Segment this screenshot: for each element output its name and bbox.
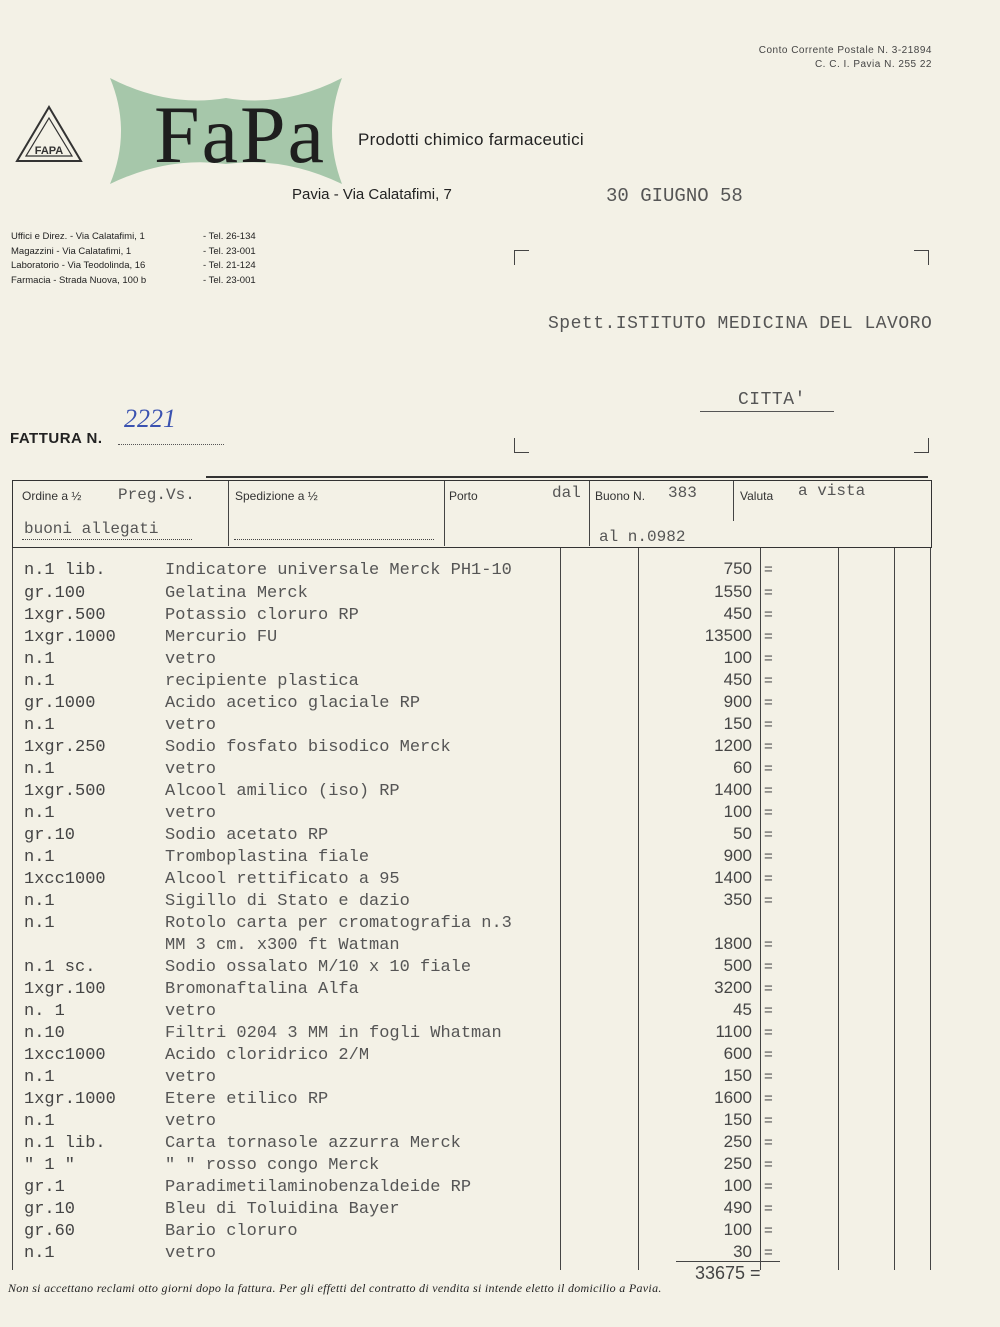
- item-description: Indicatore universale Merck PH1-10: [165, 561, 512, 580]
- item-equals: =: [764, 1134, 773, 1151]
- office-tel: - Tel. 23-001: [203, 245, 256, 257]
- item-equals: =: [764, 782, 773, 799]
- item-equals: =: [764, 1222, 773, 1239]
- item-qty: 1xcc1000: [24, 870, 106, 889]
- item-equals: =: [764, 1024, 773, 1041]
- item-price: 600: [723, 1044, 752, 1063]
- item-equals: =: [764, 716, 773, 733]
- item-equals: =: [764, 936, 773, 953]
- item-description: Alcool rettificato a 95: [165, 870, 400, 889]
- recipient-name: Spett.ISTITUTO MEDICINA DEL LAVORO: [548, 314, 933, 334]
- item-qty: n.1: [24, 804, 55, 823]
- item-price: 250: [723, 1154, 752, 1173]
- item-qty: gr.60: [24, 1222, 76, 1241]
- office-tel: - Tel. 26-134: [203, 231, 256, 242]
- item-qty: gr.10: [24, 826, 76, 845]
- total-rule: [676, 1261, 780, 1262]
- item-equals: =: [764, 1090, 773, 1107]
- item-equals: =: [764, 694, 773, 711]
- item-equals: =: [764, 1068, 773, 1085]
- item-qty: gr.1: [24, 1178, 65, 1197]
- item-price: 250: [723, 1132, 752, 1151]
- item-description: vetro: [165, 804, 217, 823]
- item-description: vetro: [165, 716, 217, 735]
- item-price: 450: [723, 604, 752, 623]
- invoice-number: 2221: [124, 404, 176, 433]
- ordine-value-2: buoni allegati: [24, 520, 159, 538]
- buono-label: Buono N.: [595, 489, 646, 503]
- valuta-label: Valuta: [740, 489, 774, 503]
- item-equals: =: [764, 826, 773, 843]
- buono-value-2: al n.0982: [599, 528, 686, 546]
- item-price: 900: [723, 846, 752, 865]
- item-equals: =: [764, 606, 773, 623]
- invoice-label: FATTURA N.: [10, 430, 103, 447]
- item-equals: =: [764, 870, 773, 887]
- item-qty: n.1: [24, 892, 55, 911]
- item-equals: =: [764, 1046, 773, 1063]
- item-description: MM 3 cm. x300 ft Watman: [165, 936, 400, 955]
- item-equals: =: [764, 584, 773, 601]
- buono-value: 383: [668, 484, 697, 502]
- item-description: Sigillo di Stato e dazio: [165, 892, 410, 911]
- item-description: Potassio cloruro RP: [165, 606, 359, 625]
- item-price: 3200: [714, 978, 752, 997]
- item-price: 1100: [715, 1022, 752, 1041]
- porto-label: Porto: [449, 489, 478, 503]
- item-equals: =: [764, 1200, 773, 1217]
- valuta-value: a vista: [798, 482, 866, 500]
- item-description: Filtri 0204 3 MM in fogli Whatman: [165, 1024, 502, 1043]
- item-qty: n.1: [24, 1068, 55, 1087]
- item-equals: =: [764, 848, 773, 865]
- item-description: Alcool amilico (iso) RP: [165, 782, 400, 801]
- item-price: 150: [723, 1110, 752, 1129]
- spedizione-label: Spedizione a ½: [235, 489, 318, 503]
- item-price: 13500: [704, 626, 752, 645]
- item-qty: n.1: [24, 1244, 55, 1263]
- item-qty: n.1 lib.: [24, 561, 106, 580]
- item-qty: " 1 ": [24, 1156, 76, 1175]
- item-description: vetro: [165, 1244, 217, 1263]
- item-qty: n.1: [24, 914, 55, 933]
- item-equals: =: [764, 760, 773, 777]
- item-equals: =: [764, 1112, 773, 1129]
- item-equals: =: [764, 738, 773, 755]
- invoice-total: 33675 =: [695, 1263, 761, 1283]
- item-description: vetro: [165, 650, 217, 669]
- item-description: Carta tornasole azzurra Merck: [165, 1134, 461, 1153]
- item-equals: =: [764, 561, 773, 578]
- company-address: Pavia - Via Calatafimi, 7: [292, 186, 452, 203]
- item-price: 450: [723, 670, 752, 689]
- office-name: Laboratorio - Via Teodolinda, 16: [11, 260, 146, 271]
- item-qty: n. 1: [24, 1002, 65, 1021]
- item-equals: =: [764, 650, 773, 667]
- item-description: Sodio acetato RP: [165, 826, 329, 845]
- item-price: 45: [733, 1000, 752, 1019]
- item-description: Sodio fosfato bisodico Merck: [165, 738, 451, 757]
- postal-account: Conto Corrente Postale N. 3-21894: [758, 45, 932, 56]
- item-qty: gr.10: [24, 1200, 76, 1219]
- item-qty: n.1: [24, 672, 55, 691]
- item-description: recipiente plastica: [165, 672, 359, 691]
- item-qty: 1xcc1000: [24, 1046, 106, 1065]
- item-description: " " rosso congo Merck: [165, 1156, 380, 1175]
- recipient-city: CITTA': [738, 390, 806, 410]
- item-qty: n.1: [24, 760, 55, 779]
- item-price: 100: [723, 648, 752, 667]
- item-equals: =: [764, 958, 773, 975]
- item-description: Sodio ossalato M/10 x 10 fiale: [165, 958, 472, 977]
- item-description: Etere etilico RP: [165, 1090, 329, 1109]
- item-qty: 1xgr.250: [24, 738, 106, 757]
- item-equals: =: [764, 1002, 773, 1019]
- item-description: Paradimetilaminobenzaldeide RP: [165, 1178, 472, 1197]
- item-price: 100: [723, 1176, 752, 1195]
- item-equals: =: [764, 1156, 773, 1173]
- item-equals: =: [764, 672, 773, 689]
- item-qty: n.1: [24, 650, 55, 669]
- office-name: Farmacia - Strada Nuova, 100 b: [11, 274, 147, 286]
- item-equals: =: [764, 1178, 773, 1195]
- item-price: 750: [723, 559, 752, 578]
- item-description: vetro: [165, 760, 217, 779]
- item-price: 1800: [714, 934, 752, 953]
- porto-value: dal: [552, 484, 581, 502]
- item-description: Bario cloruro: [165, 1222, 298, 1241]
- item-price: 60: [733, 758, 752, 777]
- item-price: 150: [723, 1066, 752, 1085]
- cci-number: C. C. I. Pavia N. 255 22: [814, 59, 932, 70]
- item-qty: 1xgr.100: [24, 980, 106, 999]
- item-description: Bleu di Toluidina Bayer: [165, 1200, 400, 1219]
- item-qty: n.1: [24, 1112, 55, 1131]
- item-price: 350: [723, 890, 752, 909]
- item-equals: =: [764, 804, 773, 821]
- item-price: 100: [723, 1220, 752, 1239]
- item-description: Acido acetico glaciale RP: [165, 694, 421, 713]
- item-qty: n.1: [24, 716, 55, 735]
- item-price: 1400: [714, 868, 752, 887]
- brand-name: FaPa: [154, 89, 326, 180]
- item-description: Tromboplastina fiale: [165, 848, 370, 867]
- item-equals: =: [764, 1244, 773, 1261]
- office-tel: - Tel. 21-124: [203, 260, 256, 271]
- item-price: 30: [733, 1242, 752, 1261]
- item-qty: n.1: [24, 848, 55, 867]
- invoice-date: 30 GIUGNO 58: [606, 185, 743, 207]
- item-qty: n.10: [24, 1024, 65, 1043]
- logo-mark-text: FAPA: [34, 145, 64, 157]
- item-price: 100: [723, 802, 752, 821]
- item-description: Mercurio FU: [165, 628, 278, 647]
- item-description: Bromonaftalina Alfa: [165, 980, 359, 999]
- item-description: vetro: [165, 1002, 217, 1021]
- item-price: 1600: [714, 1088, 752, 1107]
- item-equals: =: [764, 892, 773, 909]
- ordine-value: Preg.Vs.: [118, 486, 195, 504]
- item-description: Rotolo carta per cromatografia n.3: [165, 914, 512, 933]
- item-price: 900: [723, 692, 752, 711]
- item-equals: =: [764, 628, 773, 645]
- item-qty: 1xgr.500: [24, 782, 106, 801]
- item-price: 150: [723, 714, 752, 733]
- item-qty: 1xgr.500: [24, 606, 106, 625]
- footer-note: Non si accettano reclami otto giorni dopo la fattura. Per gli effetti del contratto di vendita si intende eletto il domicilio a Pavia.: [8, 1281, 662, 1295]
- item-price: 490: [723, 1198, 752, 1217]
- item-price: 1400: [714, 780, 752, 799]
- item-description: vetro: [165, 1112, 217, 1131]
- item-qty: gr.100: [24, 584, 86, 603]
- item-qty: gr.1000: [24, 694, 96, 713]
- item-qty: n.1 lib.: [24, 1134, 106, 1153]
- office-tel: - Tel. 23-001: [203, 274, 256, 286]
- item-price: 1550: [714, 582, 752, 601]
- company-tagline: Prodotti chimico farmaceutici: [358, 130, 584, 149]
- item-qty: 1xgr.1000: [24, 628, 116, 647]
- item-description: Gelatina Merck: [165, 584, 308, 603]
- item-price: 50: [733, 824, 752, 843]
- item-price: 1200: [714, 736, 752, 755]
- item-description: Acido cloridrico 2/M: [165, 1046, 370, 1065]
- item-price: 500: [723, 956, 752, 975]
- ordine-label: Ordine a ½: [22, 489, 82, 503]
- office-name: Magazzini - Via Calatafimi, 1: [11, 245, 132, 257]
- item-equals: =: [764, 980, 773, 997]
- item-qty: 1xgr.1000: [24, 1090, 116, 1109]
- item-description: vetro: [165, 1068, 217, 1087]
- office-name: Uffici e Direz. - Via Calatafimi, 1: [11, 231, 145, 242]
- item-qty: n.1 sc.: [24, 958, 96, 977]
